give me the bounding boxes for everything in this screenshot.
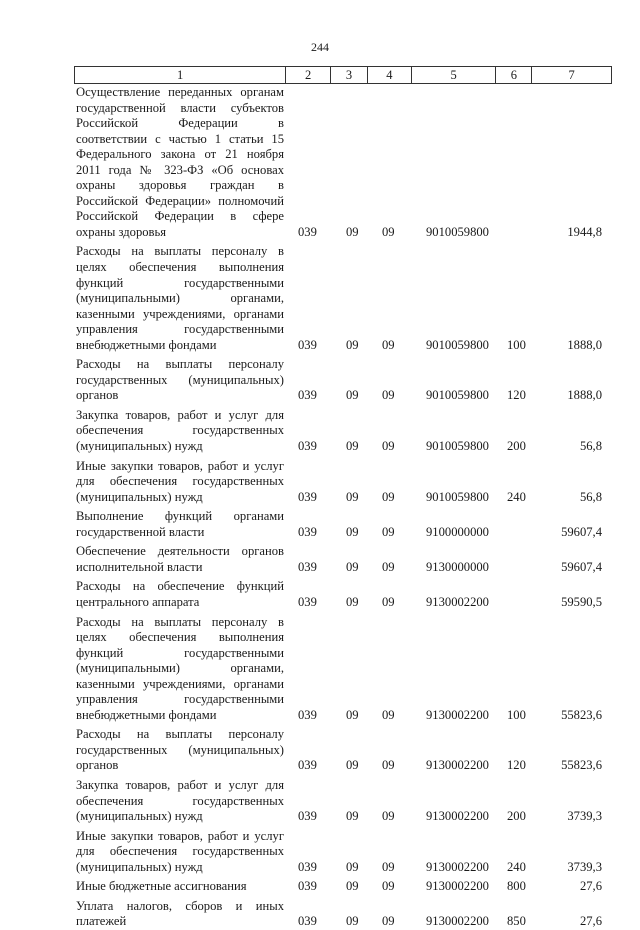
row-subsection: 09 — [382, 388, 395, 403]
header-col-7: 7 — [568, 68, 575, 82]
row-expense-type: 200 — [507, 439, 526, 454]
row-subsection: 09 — [382, 489, 395, 504]
row-ministry-code: 039 — [298, 879, 317, 894]
header-col-1: 1 — [75, 67, 286, 83]
row-section: 09 — [346, 388, 359, 403]
row-amount: 1944,8 — [567, 224, 602, 239]
row-target-article: 9130002200 — [426, 879, 489, 894]
row-description: Уплата налогов, сборов и иных платежей — [76, 898, 284, 929]
row-target-article: 9100000000 — [426, 524, 489, 539]
row-expense-type: 200 — [507, 809, 526, 824]
budget-table-body — [74, 85, 612, 930]
row-target-article: 9010059800 — [426, 337, 489, 352]
row-amount: 59590,5 — [561, 594, 602, 609]
row-section: 09 — [346, 524, 359, 539]
row-target-article: 9010059800 — [426, 489, 489, 504]
row-amount: 55823,6 — [561, 707, 602, 722]
header-col-3: 3 — [331, 67, 368, 83]
page-number: 244 — [311, 40, 329, 54]
row-amount: 27,6 — [579, 914, 602, 929]
row-ministry-code: 039 — [298, 758, 317, 773]
row-description: Осуществление переданных органам государственной власти субъектов Российской Федерации в соответствии с частью 1 статьи 15 Федерального закона от 21 ноября 2011 года № 323-ФЗ «Об основах охраны здоровья граждан в Российской Федерации» полномочий Российской Федерации в сфере охраны здоровья — [76, 85, 284, 239]
table-row — [74, 727, 612, 774]
row-amount: 55823,6 — [561, 758, 602, 773]
row-subsection: 09 — [382, 224, 395, 239]
row-description: Иные бюджетные ассигнования — [76, 879, 247, 894]
row-amount: 27,6 — [579, 879, 602, 894]
row-subsection: 09 — [382, 559, 395, 574]
row-target-article: 9010059800 — [426, 439, 489, 454]
row-subsection: 09 — [382, 337, 395, 352]
row-subsection: 09 — [382, 439, 395, 454]
row-amount: 56,8 — [579, 489, 602, 504]
row-ministry-code: 039 — [298, 224, 317, 239]
row-amount: 3739,3 — [567, 809, 602, 824]
row-subsection: 09 — [382, 879, 395, 894]
row-amount: 3739,3 — [567, 859, 602, 874]
row-ministry-code: 039 — [298, 859, 317, 874]
row-amount: 1888,0 — [567, 337, 602, 352]
row-description: Обеспечение деятельности органов исполнительной власти — [76, 544, 284, 574]
row-subsection: 09 — [382, 594, 395, 609]
row-expense-type: 120 — [507, 758, 526, 773]
table-row — [74, 85, 612, 240]
row-section: 09 — [346, 758, 359, 773]
row-ministry-code: 039 — [298, 337, 317, 352]
row-target-article: 9130002200 — [426, 859, 489, 874]
row-target-article: 9010059800 — [426, 224, 489, 239]
row-target-article: 9130000000 — [426, 559, 489, 574]
row-description: Расходы на выплаты персоналу в целях обеспечения выполнения функций государственными (муниципальными) органами, казенными учреждениями, органами управления государственными внебюджетными фондами — [76, 614, 284, 722]
header-col-4: 4 — [368, 67, 412, 83]
row-ministry-code: 039 — [298, 439, 317, 454]
row-target-article: 9130002200 — [426, 758, 489, 773]
row-ministry-code: 039 — [298, 524, 317, 539]
row-section: 09 — [346, 707, 359, 722]
row-target-article: 9130002200 — [426, 707, 489, 722]
row-section: 09 — [346, 879, 359, 894]
row-target-article: 9010059800 — [426, 388, 489, 403]
row-target-article: 9130002200 — [426, 594, 489, 609]
row-section: 09 — [346, 224, 359, 239]
row-description: Расходы на выплаты персоналу государственных (муниципальных) органов — [76, 727, 284, 773]
row-ministry-code: 039 — [298, 809, 317, 824]
table-row — [74, 459, 612, 506]
row-subsection: 09 — [382, 758, 395, 773]
row-description: Закупка товаров, работ и услуг для обеспечения государственных (муниципальных) нужд — [76, 407, 284, 454]
row-amount: 56,8 — [579, 439, 602, 454]
row-ministry-code: 039 — [298, 594, 317, 609]
row-expense-type: 100 — [507, 707, 526, 722]
row-ministry-code: 039 — [298, 559, 317, 574]
row-target-article: 9130002200 — [426, 809, 489, 824]
row-subsection: 09 — [382, 809, 395, 824]
row-expense-type: 800 — [507, 879, 526, 894]
table-row — [74, 899, 612, 930]
row-expense-type: 240 — [507, 859, 526, 874]
row-subsection: 09 — [382, 524, 395, 539]
table-row — [74, 408, 612, 455]
row-target-article: 9130002200 — [426, 914, 489, 929]
row-description: Расходы на выплаты персоналу государственных (муниципальных) органов — [76, 357, 284, 403]
row-subsection: 09 — [382, 914, 395, 929]
table-row — [74, 509, 612, 540]
row-expense-type: 120 — [507, 388, 526, 403]
row-expense-type: 240 — [507, 489, 526, 504]
row-amount: 59607,4 — [561, 524, 602, 539]
row-ministry-code: 039 — [298, 388, 317, 403]
row-section: 09 — [346, 859, 359, 874]
row-section: 09 — [346, 914, 359, 929]
row-section: 09 — [346, 809, 359, 824]
table-row — [74, 778, 612, 825]
row-expense-type: 850 — [507, 914, 526, 929]
table-row — [74, 615, 612, 724]
header-col-2: 2 — [286, 67, 331, 83]
row-subsection: 09 — [382, 859, 395, 874]
row-ministry-code: 039 — [298, 489, 317, 504]
table-row — [74, 544, 612, 575]
header-col-6: 6 — [496, 67, 532, 83]
table-row — [74, 357, 612, 404]
table-row — [74, 244, 612, 353]
row-description: Закупка товаров, работ и услуг для обеспечения государственных (муниципальных) нужд — [76, 777, 284, 824]
row-section: 09 — [346, 559, 359, 574]
row-expense-type: 100 — [507, 337, 526, 352]
row-section: 09 — [346, 337, 359, 352]
row-ministry-code: 039 — [298, 707, 317, 722]
row-description: Выполнение функций органами государственной власти — [76, 509, 284, 539]
row-section: 09 — [346, 489, 359, 504]
row-section: 09 — [346, 594, 359, 609]
row-amount: 59607,4 — [561, 559, 602, 574]
table-row — [74, 879, 612, 895]
row-description: Расходы на обеспечение функций центрального аппарата — [76, 579, 284, 609]
row-description: Расходы на выплаты персоналу в целях обеспечения выполнения функций государственными (муниципальными) органами, казенными учреждениями, органами управления государственными внебюджетными фондами — [76, 244, 284, 352]
row-description: Иные закупки товаров, работ и услуг для обеспечения государственных (муниципальных) нужд — [76, 458, 284, 504]
row-amount: 1888,0 — [567, 388, 602, 403]
row-subsection: 09 — [382, 707, 395, 722]
row-description: Иные закупки товаров, работ и услуг для обеспечения государственных (муниципальных) нужд — [76, 828, 284, 874]
row-ministry-code: 039 — [298, 914, 317, 929]
table-header — [74, 66, 612, 84]
table-row — [74, 579, 612, 610]
table-row — [74, 829, 612, 876]
row-section: 09 — [346, 439, 359, 454]
header-col-5: 5 — [412, 67, 497, 83]
